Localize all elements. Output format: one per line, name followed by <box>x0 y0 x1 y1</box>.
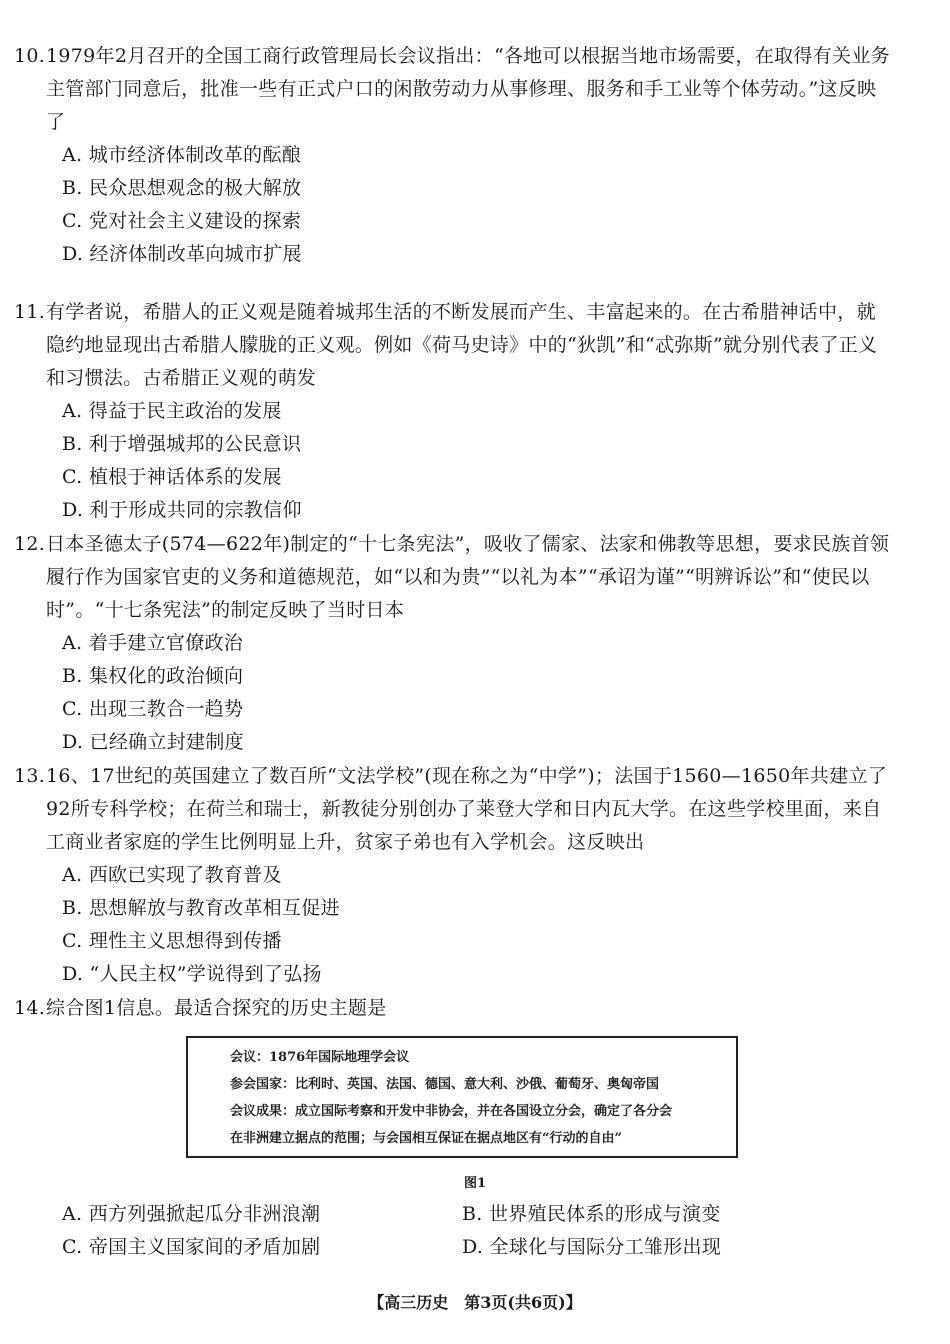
question-stem <box>14 296 894 395</box>
option-d: D. 已经确立封建制度 <box>62 731 244 753</box>
option-b: B. 集权化的政治倾向 <box>62 665 244 687</box>
question-number: 13. <box>14 765 46 787</box>
option-b: B. 利于增强城邦的公民意识 <box>62 433 302 455</box>
question-10 <box>14 40 894 271</box>
option-d: D. 经济体制改革向城市扩展 <box>62 243 302 265</box>
stem-text: 综合图1信息。最适合探究的历史主题是 <box>46 997 387 1019</box>
option-d: D. 全球化与国际分工雏形出现 <box>462 1236 722 1258</box>
page-footer: 【高三历史 第3页(共6页)】 <box>368 1293 582 1312</box>
stem-text: 1979年2月召开的全国工商行政管理局长会议指出：“各地可以根据当地市场需要，在取得有关业务主管部门同意后，批准一些有正式户口的闲散劳动力从事修理、服务和手工业等个体劳动。”这反映了 <box>46 45 890 133</box>
option-a: A. 得益于民主政治的发展 <box>62 400 282 422</box>
stem-text: 16、17世纪的英国建立了数百所“文法学校”(现在称之为“中学”)；法国于1560—1650年共建立了92所专科学校；在荷兰和瑞士，新教徒分别创办了莱登大学和日内瓦大学。在这些学校里面，来自工商业者家庭的学生比例明显上升，贫家子弟也有入学机会。这反映出 <box>46 765 888 853</box>
question-11 <box>14 296 894 527</box>
question-number: 14. <box>14 997 46 1019</box>
option-a: A. 西欧已实现了教育普及 <box>62 864 282 886</box>
option-c: C. 植根于神话体系的发展 <box>62 466 282 488</box>
question-14-options <box>14 1198 894 1264</box>
option-b: B. 民众思想观念的极大解放 <box>62 177 302 199</box>
option-d: D. “人民主权”学说得到了弘扬 <box>62 963 322 985</box>
figure-line-results-1: 会议成果：成立国际考察和开发中非协会，并在各国设立分会，确定了各分会 <box>230 1104 673 1119</box>
option-d: D. 利于形成共同的宗教信仰 <box>62 499 302 521</box>
option-c: C. 帝国主义国家间的矛盾加剧 <box>62 1236 321 1258</box>
question-stem <box>14 528 894 627</box>
question-12 <box>14 528 894 759</box>
figure-1-box <box>186 1036 738 1158</box>
options-grid <box>14 1198 894 1264</box>
question-stem <box>14 992 894 1025</box>
option-a: A. 城市经济体制改革的酝酿 <box>62 144 302 166</box>
question-14 <box>14 992 894 1025</box>
option-a: A. 着手建立官僚政治 <box>62 632 244 654</box>
figure-line-meeting: 会议：1876年国际地理学会议 <box>230 1050 410 1065</box>
option-a: A. 西方列强掀起瓜分非洲浪潮 <box>62 1203 321 1225</box>
question-stem <box>14 40 894 139</box>
figure-line-countries: 参会国家：比利时、英国、法国、德国、意大利、沙俄、葡萄牙、奥匈帝国 <box>230 1077 660 1092</box>
option-c: C. 理性主义思想得到传播 <box>62 930 282 952</box>
figure-line-results-2: 在非洲建立据点的范围；与会国相互保证在据点地区有“行动的自由” <box>230 1131 622 1146</box>
option-c: C. 出现三教合一趋势 <box>62 698 244 720</box>
option-c: C. 党对社会主义建设的探索 <box>62 210 302 232</box>
question-number: 11. <box>14 301 46 323</box>
question-stem <box>14 760 894 859</box>
question-number: 12. <box>14 533 46 555</box>
stem-text: 有学者说，希腊人的正义观是随着城邦生活的不断发展而产生、丰富起来的。在古希腊神话中，就隐约地显现出古希腊人朦胧的正义观。例如《荷马史诗》中的“狄凯”和“忒弥斯”就分别代表了正义和习惯法。古希腊正义观的萌发 <box>46 301 878 389</box>
option-b: B. 思想解放与教育改革相互促进 <box>62 897 340 919</box>
question-number: 10. <box>14 45 46 67</box>
figure-caption: 图1 <box>463 1176 487 1191</box>
stem-text: 日本圣德太子(574—622年)制定的“十七条宪法”，吸收了儒家、法家和佛教等思想，要求民族首领履行作为国家官吏的义务和道德规范，如“以和为贵”“以礼为本”“承诏为谨”“明辨诉讼”和“使民以时”。“十七条宪法”的制定反映了当时日本 <box>46 533 890 621</box>
question-13 <box>14 760 894 991</box>
option-b: B. 世界殖民体系的形成与演变 <box>462 1203 721 1225</box>
